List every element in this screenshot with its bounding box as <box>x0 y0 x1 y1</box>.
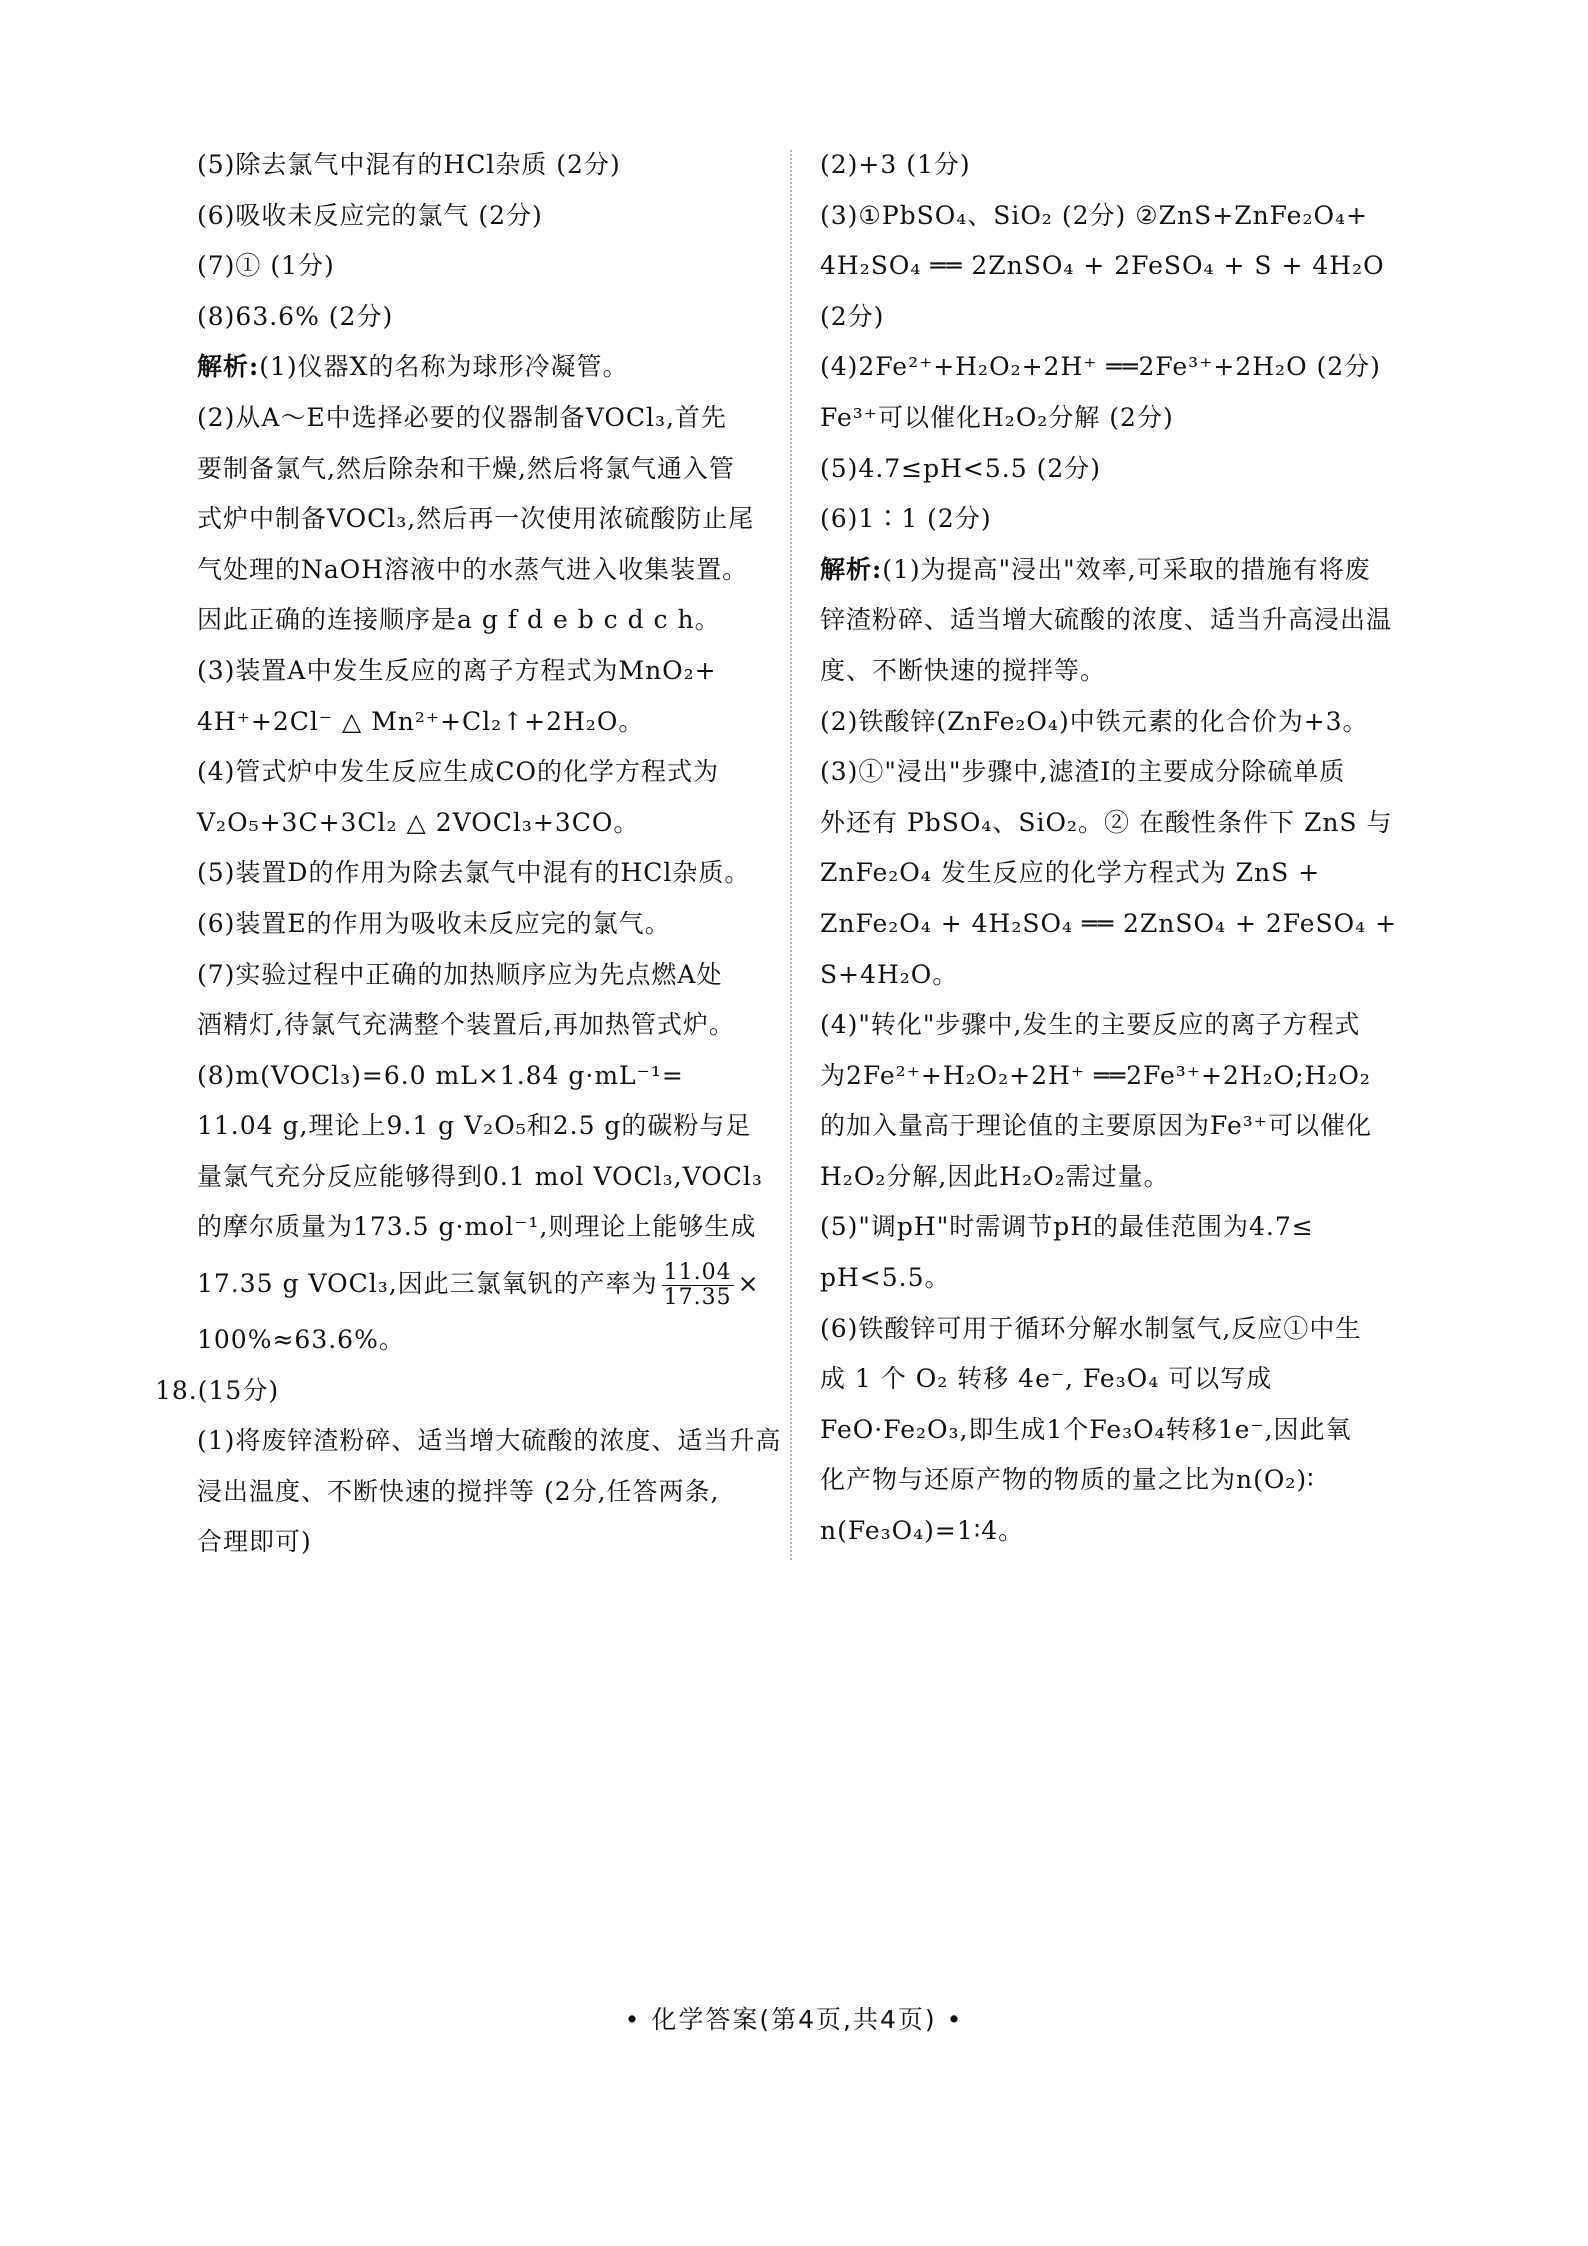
explanation-line: (5)"调pH"时需调节pH的最佳范围为4.7≤ <box>820 1212 1314 1242</box>
answer-line: 合理即可) <box>197 1527 312 1557</box>
explanation-line: 的摩尔质量为173.5 g·mol⁻¹,则理论上能够生成 <box>197 1212 757 1242</box>
explanation-line: 量氯气充分反应能够得到0.1 mol VOCl₃,VOCl₃ <box>197 1161 763 1191</box>
answer-line: 浸出温度、不断快速的搅拌等 (2分,任答两条, <box>197 1476 720 1506</box>
equation-line: 4H₂SO₄ ══ 2ZnSO₄ + 2FeSO₄ + S + 4H₂O <box>820 251 1385 281</box>
explanation-line: pH<5.5。 <box>820 1263 951 1293</box>
explanation-line: 要制备氯气,然后除杂和干燥,然后将氯气通入管 <box>197 453 735 483</box>
yield-fraction <box>662 1261 734 1310</box>
explanation-line: FeO·Fe₂O₃,即生成1个Fe₃O₄转移1e⁻,因此氧 <box>820 1414 1352 1444</box>
explanation-line: 因此正确的连接顺序是a g f d e b c d c h。 <box>197 605 721 635</box>
equation-line: 为2Fe²⁺+H₂O₂+2H⁺ ══2Fe³⁺+2H₂O;H₂O₂ <box>820 1060 1371 1090</box>
explanation-label: 解析: <box>820 554 883 584</box>
explanation-line: 的加入量高于理论值的主要原因为Fe³⁺可以催化 <box>820 1111 1372 1141</box>
answer-line: (4)2Fe²⁺+H₂O₂+2H⁺ ══2Fe³⁺+2H₂O (2分) <box>820 352 1381 382</box>
explanation-line: (5)装置D的作用为除去氯气中混有的HCl杂质。 <box>197 858 751 888</box>
answer-line: (1)将废锌渣粉碎、适当增大硫酸的浓度、适当升高 <box>197 1426 782 1456</box>
explanation-text: (1)仪器X的名称为球形冷凝管。 <box>259 352 629 382</box>
explanation-line: (4)"转化"步骤中,发生的主要反应的离子方程式 <box>820 1010 1361 1040</box>
explanation-line: 11.04 g,理论上9.1 g V₂O₅和2.5 g的碳粉与足 <box>197 1111 752 1141</box>
column-divider <box>790 150 792 1560</box>
explanation-line: 外还有 PbSO₄、SiO₂。② 在酸性条件下 ZnS 与 <box>820 807 1393 837</box>
yield-text: 17.35 g VOCl₃,因此三氯氧钒的产率为 <box>197 1269 658 1299</box>
yield-fraction-line <box>197 1253 772 1315</box>
equation-line: S+4H₂O。 <box>820 959 959 989</box>
answer-line: (6)吸收未反应完的氯气 (2分) <box>197 200 543 230</box>
explanation-line: (3)①"浸出"步骤中,滤渣Ⅰ的主要成分除硫单质 <box>820 757 1346 787</box>
answer-line: (5)除去氯气中混有的HCl杂质 (2分) <box>197 150 621 179</box>
equation-line: V₂O₅+3C+3Cl₂ △ 2VOCl₃+3CO。 <box>197 807 640 837</box>
explanation-line: (6)装置E的作用为吸收未反应完的氯气。 <box>197 908 671 938</box>
explanation-line: 酒精灯,待氯气充满整个装置后,再加热管式炉。 <box>197 1010 735 1040</box>
answer-line: (2分) <box>820 301 885 331</box>
explanation-text: (1)为提高"浸出"效率,可采取的措施有将废 <box>882 554 1371 584</box>
explanation-line <box>820 545 1420 596</box>
explanation-line: 度、不断快速的搅拌等。 <box>820 655 1107 685</box>
explanation-line: (7)实验过程中正确的加热顺序应为先点燃A处 <box>197 959 723 989</box>
explanation-line: (8)m(VOCl₃)=6.0 mL×1.84 g·mL⁻¹= <box>197 1060 684 1090</box>
explanation-line: (2)从A～E中选择必要的仪器制备VOCl₃,首先 <box>197 402 727 432</box>
explanation-line: H₂O₂分解,因此H₂O₂需过量。 <box>820 1161 1170 1191</box>
explanation-line: (2)铁酸锌(ZnFe₂O₄)中铁元素的化合价为+3。 <box>820 706 1369 736</box>
question-number: 18.(15分) <box>155 1375 280 1405</box>
explanation-line: 气处理的NaOH溶液中的水蒸气进入收集装置。 <box>197 554 749 584</box>
explanation-line: 式炉中制备VOCl₃,然后再一次使用浓硫酸防止尾 <box>197 504 755 534</box>
answer-line: Fe³⁺可以催化H₂O₂分解 (2分) <box>820 402 1174 432</box>
page-footer: • 化学答案(第4页,共4页) • <box>624 2005 964 2034</box>
explanation-line: ZnFe₂O₄ 发生反应的化学方程式为 ZnS + <box>820 858 1321 888</box>
answer-line: (5)4.7≤pH<5.5 (2分) <box>820 453 1101 483</box>
explanation-line: (4)管式炉中发生反应生成CO的化学方程式为 <box>197 757 720 787</box>
answer-line: (2)+3 (1分) <box>820 150 971 179</box>
explanation-line: 化产物与还原产物的物质的量之比为n(O₂)∶ <box>820 1465 1315 1495</box>
explanation-line: 100%≈63.6%。 <box>197 1325 405 1355</box>
fraction-denominator: 17.35 <box>663 1285 732 1311</box>
answer-line: (3)①PbSO₄、SiO₂ (2分) ②ZnS+ZnFe₂O₄+ <box>820 200 1368 230</box>
explanation-label: 解析: <box>197 352 260 382</box>
explanation-line <box>197 342 772 393</box>
times-sign: × <box>737 1269 760 1299</box>
explanation-line: (3)装置A中发生反应的离子方程式为MnO₂+ <box>197 655 717 685</box>
equation-line: ZnFe₂O₄ + 4H₂SO₄ ══ 2ZnSO₄ + 2FeSO₄ + <box>820 908 1398 938</box>
left-column <box>155 140 782 1568</box>
fraction-numerator: 11.04 <box>663 1260 732 1286</box>
answer-line: (7)① (1分) <box>197 251 335 281</box>
answer-line: (8)63.6% (2分) <box>197 301 394 331</box>
equation-line: 4H⁺+2Cl⁻ △ Mn²⁺+Cl₂↑+2H₂O。 <box>197 706 645 736</box>
explanation-line: n(Fe₃O₄)=1∶4。 <box>820 1516 1025 1546</box>
right-column <box>820 140 1420 1557</box>
explanation-line: 锌渣粉碎、适当增大硫酸的浓度、适当升高浸出温 <box>820 605 1393 635</box>
explanation-line: (6)铁酸锌可用于循环分解水制氢气,反应①中生 <box>820 1313 1362 1343</box>
explanation-line: 成 1 个 O₂ 转移 4e⁻, Fe₃O₄ 可以写成 <box>820 1364 1273 1394</box>
answer-line: (6)1∶1 (2分) <box>820 504 992 534</box>
